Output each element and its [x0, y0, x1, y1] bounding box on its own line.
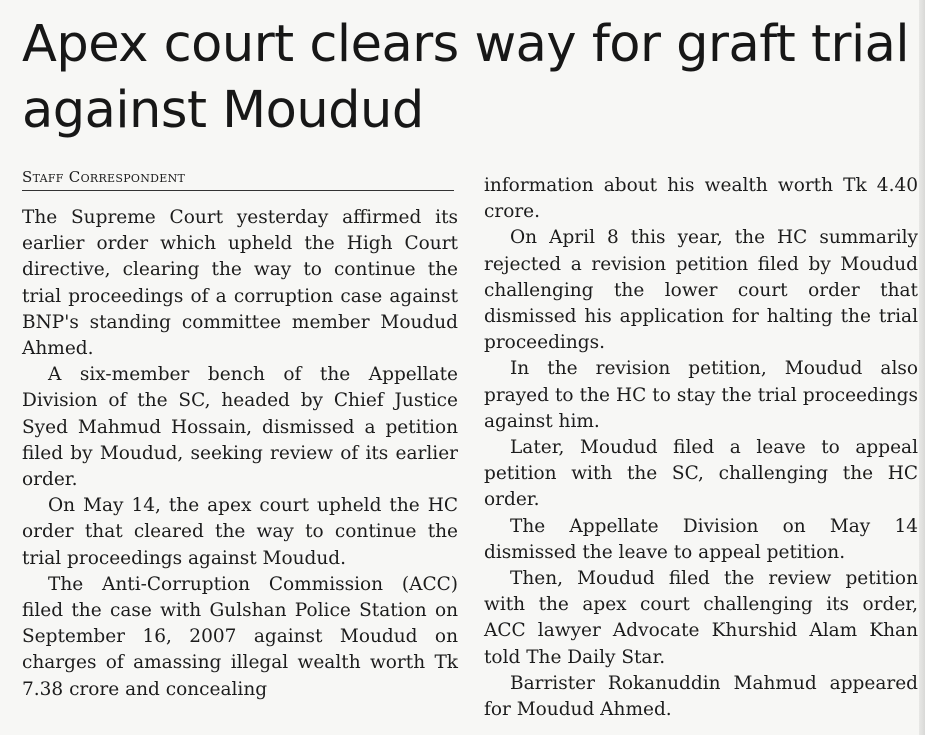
paragraph: The Supreme Court yesterday affirmed its earlier order which upheld the High Court directive, clearing the way to continue the trial proceedings of a corruption case against BNP's standing committee member Moudud Ahmed. [22, 207, 458, 360]
paragraph: A six-member bench of the Appellate Division of the SC, headed by Chief Justice Syed Mahmud Hossain, dismissed a petition filed by Moudud, seeking review of its earlier order. [22, 364, 458, 491]
article-column-right [484, 173, 918, 723]
paragraph: On May 14, the apex court upheld the HC order that cleared the way to continue the trial proceedings against Moudud. [22, 495, 458, 569]
headline: Apex court clears way for graft trial against Moudud [22, 15, 910, 140]
paragraph: In the revision petition, Moudud also prayed to the HC to stay the trial proceedings against him. [484, 358, 918, 432]
paragraph: Then, Moudud filed the review petition with the apex court challenging its order, ACC lawyer Advocate Khurshid Alam Khan told The Daily Star. [484, 568, 918, 668]
paragraph: The Anti-Corruption Commission (ACC) filed the case with Gulshan Police Station on September 16, 2007 against Moudud on charges of amassing illegal wealth worth Tk 7.38 crore and concealing [22, 573, 458, 700]
paragraph: Barrister Rokanuddin Mahmud appeared for Moudud Ahmed. [484, 672, 918, 721]
byline: Staff Correspondent [22, 168, 454, 191]
article-column-left [22, 168, 458, 703]
paragraph: The Appellate Division on May 14 dismissed the leave to appeal petition. [484, 515, 918, 563]
paragraph: information about his wealth worth Tk 4.40 crore. [484, 175, 918, 223]
paragraph: Later, Moudud filed a leave to appeal petition with the SC, challenging the HC order. [484, 437, 918, 511]
paragraph: On April 8 this year, the HC summarily rejected a revision petition filed by Moudud challenging the lower court order that dismissed his application for halting the trial proceedings. [484, 227, 918, 354]
page-edge-shadow [919, 0, 925, 735]
